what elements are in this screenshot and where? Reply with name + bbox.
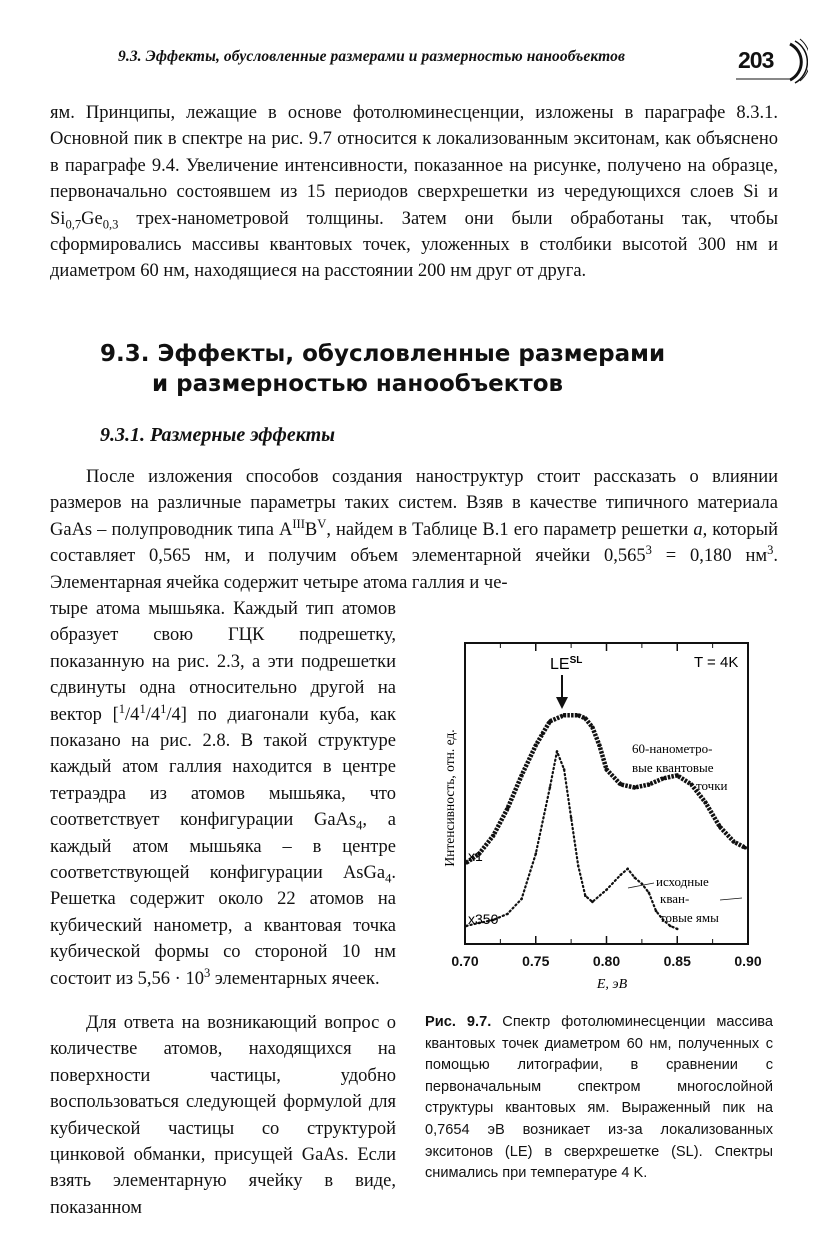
x-tick-label: 0.90: [734, 953, 762, 969]
x-tick-label: 0.70: [451, 953, 479, 969]
subsection-heading: 9.3.1. Размерные эффекты: [100, 424, 336, 446]
photoluminescence-chart: [432, 633, 772, 1003]
point-quantum-dots: [718, 825, 722, 829]
point-quantum-wells: [506, 913, 509, 916]
point-quantum-dots: [591, 726, 595, 730]
series-label-qw-3: товые ямы: [660, 910, 719, 925]
series-label-dots-3: точки: [696, 778, 728, 793]
series-label-dots-1: 60-нанометро-: [632, 741, 713, 756]
point-quantum-dots: [534, 744, 538, 748]
plot-frame: [465, 643, 748, 944]
point-quantum-dots: [743, 846, 747, 850]
point-quantum-dots: [704, 801, 708, 805]
paragraph-sublattice: тыре атома мышьяка. Каждый тип атомов образует свою ГЦК подрешетку, показанную на рис. 2.3, а эти подрешетки сдвинуты одна относительно другой на вектор $[^1/4^1/4^1/4]$ по диагонали куба, как показано на рис. 2.8. В такой структуре каждый атом галлия находится в центре тетраэдра из атомов мышьяка, что соответствует конфигурации GaAs$_4$, а каждый атом мышьяка – в центре соответствующей конфигурации AsGa$_4$. Решетка содержит около 22 атомов на кубический нанометр, а квантовая точка кубической формы со стороной 10 нм состоит из $5,56 \cdot 10^3$ элементарных ячеек.: [50, 599, 396, 989]
figure-caption: Рис. 9.7. Спектр фотолюминесценции массива квантовых точек диаметром 60 нм, полученных с помощью литографии, в сравнении с первоначальным спектром многослойной структуры квантовых ям. Выраженный пик на 0,7654 эВ возникает из-за локализованных экситонов (LE) в сверхрешетке (SL). Спектры снимались при температуре 4 K.: [425, 1014, 773, 1182]
paragraph-intro: ям. Принципы, лежащие в основе фотолюминесценции, изложены в параграфе 8.3.1. Основной пик в спектре на рис. 9.7 относится к локализованным экситонам, как объяснено в параграфе 9.4. Увеличение интенсивности, показанное на рисунке, получено на образце, первоначально состоявшем из 15 периодов сверхрешетки из чередующихся слоев Si и $Si_{0,7}Ge_{0,3}$ трех-нанометровой толщины. Затем они были обработаны так, чтобы сформировались массивы квантовых точек, уложенных в столбики высотой 300 нм и диаметром 60 нм, находящиеся на расстоянии 200 нм друг от друга.: [50, 103, 778, 282]
point-quantum-dots: [492, 834, 496, 838]
point-quantum-wells: [520, 898, 523, 901]
point-quantum-wells: [556, 750, 559, 753]
scale-label-x1: x1: [468, 848, 483, 864]
point-quantum-wells: [676, 928, 679, 931]
series-qw-leader-2: [720, 898, 742, 900]
paragraph-lattice: После изложения способов создания наноструктур стоит рассказать о влиянии размеров на различные параметры таких систем. Взяв в качестве типичного материала GaAs – полупроводник типа $A^{III}B^V$, найдем в Таблице B.1 его параметр решетки a, который составляет 0,565 нм, и получим объем элементарной ячейки $0,565^3 = 0,180$ $нм^3$. Элементарная ячейка содержит четыре атома галлия и че-: [50, 467, 778, 593]
point-quantum-wells: [641, 883, 644, 886]
point-quantum-wells: [648, 892, 651, 895]
x-tick-label: 0.80: [592, 953, 621, 969]
section-heading: 9.3. Эффекты, обусловленные размерами и размерностью нанообъектов: [100, 341, 666, 397]
series-label-qw-2: кван-: [660, 891, 690, 906]
running-head: 9.3. Эффекты, обусловленные размерами и размерностью нанообъектов: [118, 48, 625, 65]
point-quantum-dots: [619, 783, 623, 787]
point-quantum-dots: [576, 713, 580, 717]
point-quantum-wells: [570, 816, 573, 819]
point-quantum-dots: [598, 744, 602, 748]
point-quantum-wells: [563, 768, 566, 771]
page-number: 203: [738, 47, 774, 73]
point-quantum-wells: [619, 874, 622, 877]
point-quantum-dots: [690, 783, 694, 787]
point-quantum-wells: [584, 895, 587, 898]
scale-label-x350: x350: [468, 911, 499, 927]
point-quantum-wells: [634, 877, 637, 880]
point-quantum-dots: [520, 774, 524, 778]
point-quantum-wells: [605, 889, 608, 892]
paragraph-surface-atoms: Для ответа на возникающий вопрос о количестве атомов, находящихся на поверхности частицы, удобно воспользоваться следующей формулой для кубической частицы со структурой цинковой обманки, присущей GaAs. Если взять элементарную ячейку в виде, показанном: [50, 1013, 396, 1218]
point-quantum-dots: [548, 720, 552, 724]
point-quantum-dots: [732, 840, 736, 844]
point-quantum-dots: [584, 717, 588, 721]
y-axis-label: Интенсивность, отн. ед.: [442, 729, 457, 867]
peak-label: $LE^{SL}$: [550, 655, 583, 673]
point-quantum-wells: [655, 910, 658, 913]
point-quantum-wells: [591, 901, 594, 904]
x-tick-label: 0.85: [663, 953, 691, 969]
temperature-label: T = 4K: [694, 654, 739, 671]
series-quantum-wells-line: [466, 751, 677, 929]
point-quantum-dots: [506, 807, 510, 811]
series-label-dots-2: вые квантовые: [632, 760, 714, 775]
plot-border: [465, 643, 748, 944]
point-quantum-wells: [577, 864, 580, 867]
point-quantum-wells: [626, 868, 629, 871]
x-axis-label: E, эВ: [596, 977, 628, 992]
peak-arrow-head: [556, 697, 568, 709]
point-quantum-dots: [541, 732, 545, 736]
x-tick-label: 0.75: [522, 953, 550, 969]
point-quantum-dots: [633, 786, 637, 790]
point-quantum-dots: [647, 783, 651, 787]
series-label-qw-1: исходные: [656, 874, 709, 889]
point-quantum-dots: [661, 777, 665, 781]
point-quantum-dots: [562, 713, 566, 717]
point-quantum-wells: [535, 852, 538, 855]
point-quantum-dots: [605, 768, 609, 772]
point-quantum-wells: [549, 786, 552, 789]
